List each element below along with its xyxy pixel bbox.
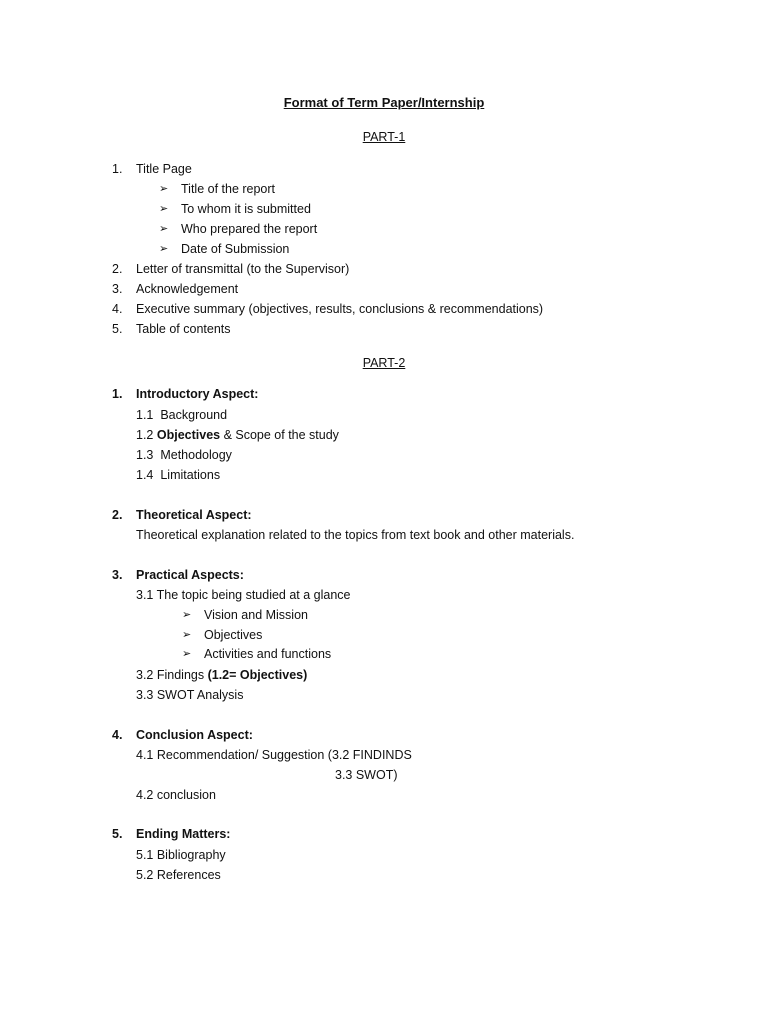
section-title: Practical Aspects: (136, 568, 244, 582)
document-title: Format of Term Paper/Internship (283, 95, 485, 110)
bullet-text: Title of the report (181, 182, 276, 196)
subsection-number: 1.4 (136, 468, 154, 482)
section-title: Introductory Aspect: (136, 387, 259, 401)
subsection-topic-glance: 3.1 The topic being studied at a glance (136, 588, 351, 602)
bullet-text: Who prepared the report (181, 222, 318, 236)
section-ending-heading (112, 826, 231, 842)
subsection-text: Methodology (160, 448, 232, 462)
list-number: 1. (112, 162, 123, 176)
section-number: 1. (112, 387, 123, 401)
bullet-text: To whom it is submitted (181, 202, 311, 216)
section-practical-heading (112, 567, 244, 583)
section-conclusion-heading (112, 727, 253, 743)
list-text: Letter of transmittal (to the Supervisor) (136, 262, 350, 276)
subsection-objectives-scope (136, 427, 339, 443)
list-number: 4. (112, 302, 123, 316)
arrow-bullet-icon: ➢ (159, 223, 169, 235)
subsection-references: 5.2 References (136, 868, 221, 882)
subsection-findings (136, 667, 307, 683)
subsection-bibliography: 5.1 Bibliography (136, 848, 226, 862)
bullet-item (159, 221, 318, 237)
subsection-bold-text: Objectives (156, 428, 221, 442)
bullet-item (159, 201, 311, 217)
list-item-title-page (112, 161, 192, 177)
bullet-item (159, 181, 276, 197)
list-number: 2. (112, 262, 123, 276)
subsection-background (136, 407, 227, 423)
subsection-methodology (136, 447, 232, 463)
list-text: Title Page (136, 162, 192, 176)
subsection-text: & Scope of the study (220, 428, 339, 442)
subsection-number: 1.2 (136, 428, 154, 442)
subsection-number: 1.1 (136, 408, 154, 422)
subsection-recommendation-continued: 3.3 SWOT) (335, 768, 398, 782)
list-text: Acknowledgement (136, 282, 239, 296)
list-item-executive-summary (112, 301, 544, 317)
list-item-letter-of-transmittal (112, 261, 350, 277)
bullet-item (182, 627, 263, 643)
bullet-item (182, 607, 308, 623)
section-title: Theoretical Aspect: (136, 508, 252, 522)
section-number: 4. (112, 728, 123, 742)
bullet-text: Vision and Mission (204, 608, 308, 622)
arrow-bullet-icon: ➢ (182, 629, 192, 641)
subsection-text: Background (160, 408, 228, 422)
bullet-text: Activities and functions (204, 647, 332, 661)
section-number: 3. (112, 568, 123, 582)
section-title: Conclusion Aspect: (136, 728, 253, 742)
section-theoretical-body: Theoretical explanation related to the topics from text book and other materials. (136, 528, 575, 542)
arrow-bullet-icon: ➢ (182, 609, 192, 621)
subsection-swot: 3.3 SWOT Analysis (136, 688, 244, 702)
list-item-acknowledgement (112, 281, 239, 297)
section-number: 5. (112, 827, 123, 841)
bullet-item (182, 646, 332, 662)
bullet-item (159, 241, 290, 257)
section-number: 2. (112, 508, 123, 522)
list-item-table-of-contents (112, 321, 231, 337)
subsection-number: 1.3 (136, 448, 154, 462)
arrow-bullet-icon: ➢ (182, 648, 192, 660)
list-text: Table of contents (136, 322, 231, 336)
arrow-bullet-icon: ➢ (159, 183, 169, 195)
subsection-text: 3.2 Findings (136, 668, 208, 682)
section-introductory-heading (112, 386, 259, 402)
bullet-text: Objectives (204, 628, 263, 642)
arrow-bullet-icon: ➢ (159, 243, 169, 255)
list-text: Executive summary (objectives, results, conclusions & recommendations) (136, 302, 544, 316)
list-number: 3. (112, 282, 123, 296)
part-2-heading: PART-2 (362, 356, 406, 370)
section-title: Ending Matters: (136, 827, 231, 841)
bullet-text: Date of Submission (181, 242, 290, 256)
subsection-recommendation: 4.1 Recommendation/ Suggestion (3.2 FINDINDS (136, 748, 412, 762)
arrow-bullet-icon: ➢ (159, 203, 169, 215)
section-theoretical-heading (112, 507, 252, 523)
subsection-limitations (136, 467, 220, 483)
subsection-conclusion: 4.2 conclusion (136, 788, 216, 802)
subsection-text: Limitations (160, 468, 221, 482)
subsection-bold-text: (1.2= Objectives) (207, 668, 308, 682)
part-1-heading: PART-1 (362, 130, 406, 144)
list-number: 5. (112, 322, 123, 336)
